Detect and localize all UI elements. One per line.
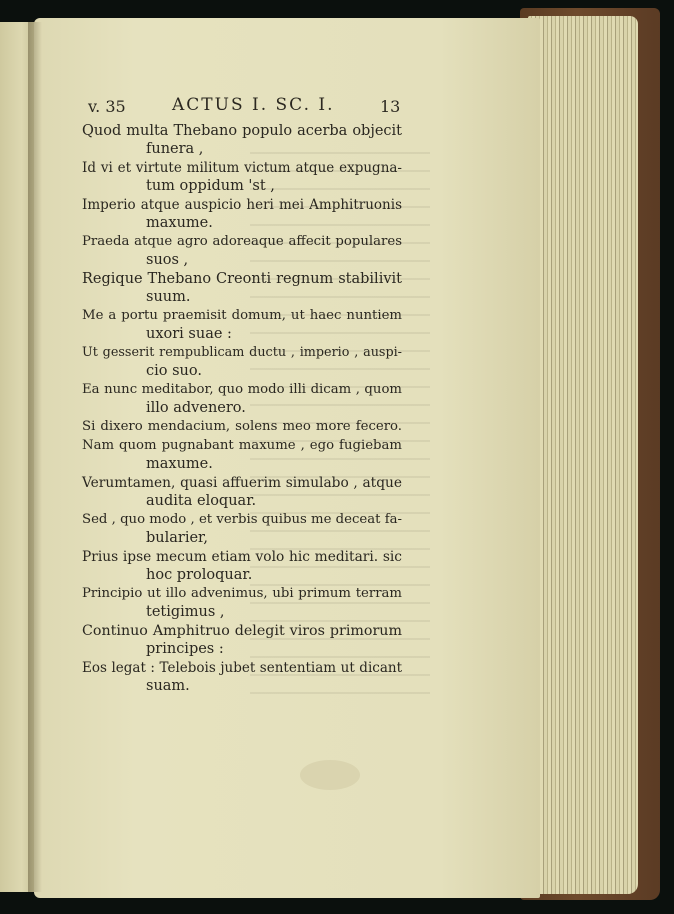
verse-line-text: Nam quom pugnabant maxume , ego fugiebam xyxy=(82,438,402,453)
verse-line-text: Principio ut illo advenimus, ubi primum terram xyxy=(82,586,402,601)
verse-line xyxy=(82,548,402,584)
verse-line xyxy=(82,122,402,158)
verse-text xyxy=(82,122,402,696)
verse-line-continuation: audita eloquar. xyxy=(146,493,257,509)
page-edges xyxy=(528,16,638,894)
verse-line xyxy=(82,511,402,547)
verse-line-continuation: illo advenero. xyxy=(146,400,246,416)
verse-line-text: Quod multa Thebano populo acerba objecit xyxy=(82,123,402,139)
verse-line-continuation: funera , xyxy=(146,141,204,157)
verse-line-continuation: tetigimus , xyxy=(146,604,225,620)
verse-line-text: Praeda atque agro adoreaque affecit populares xyxy=(82,234,402,249)
running-header xyxy=(0,95,674,119)
verse-line-continuation: principes : xyxy=(146,641,224,657)
running-title: ACTUS I. SC. I. xyxy=(172,95,335,115)
paper-stain xyxy=(300,760,360,790)
verse-line-continuation: suos , xyxy=(146,252,189,268)
verse-line xyxy=(82,233,402,269)
verse-line xyxy=(82,622,402,658)
verse-line-continuation: bularier, xyxy=(146,530,209,546)
verse-line-text: Eos legat : Telebois jubet sententiam ut dicant xyxy=(82,660,402,676)
verse-line xyxy=(82,270,402,306)
verse-line-continuation: maxume. xyxy=(146,215,213,231)
verse-line xyxy=(82,418,402,436)
verse-line xyxy=(82,437,402,473)
verse-line xyxy=(82,659,402,695)
verse-line-continuation: tum oppidum 'st , xyxy=(146,178,275,194)
verse-line-text: Sed , quo modo , et verbis quibus me deceat fa- xyxy=(82,512,402,527)
verse-line xyxy=(82,474,402,510)
verse-line-text: Imperio atque auspicio heri mei Amphitruonis xyxy=(82,197,402,213)
verse-line-text: Si dixero mendacium, solens meo more fecero. xyxy=(82,419,402,434)
verse-line-text: Prius ipse mecum etiam volo hic meditari. sic xyxy=(82,549,402,565)
verse-line xyxy=(82,381,402,417)
verse-line-continuation: hoc proloquar. xyxy=(146,567,253,583)
gutter-shadow xyxy=(28,22,42,892)
verse-line-text: Ea nunc meditabor, quo modo illi dicam , quom xyxy=(82,382,402,397)
verse-line-text: Regique Thebano Creonti regnum stabilivit xyxy=(82,271,402,287)
verse-line-continuation: maxume. xyxy=(146,456,213,472)
verse-line-text: Verumtamen, quasi affuerim simulabo , atque xyxy=(82,475,402,491)
verse-line xyxy=(82,585,402,621)
page-number: 13 xyxy=(380,97,401,116)
verse-reference: v. 35 xyxy=(88,97,126,116)
verse-line xyxy=(82,196,402,232)
verse-line xyxy=(82,159,402,195)
verse-line xyxy=(82,307,402,343)
verse-line-text: Ut gesserit rempublicam ductu , imperio , auspi- xyxy=(82,345,402,360)
verse-line-continuation: suam. xyxy=(146,678,190,694)
verse-line-text: Id vi et virtute militum victum atque expugna- xyxy=(82,160,402,176)
verse-line-continuation: suum. xyxy=(146,289,191,305)
verse-line-text: Continuo Amphitruo delegit viros primorum xyxy=(82,623,402,639)
verse-line-continuation: cio suo. xyxy=(146,363,202,379)
verse-line-text: Me a portu praemisit domum, ut haec nuntiem xyxy=(82,308,402,323)
verse-line-continuation: uxori suae : xyxy=(146,326,232,342)
verse-line xyxy=(82,344,402,380)
